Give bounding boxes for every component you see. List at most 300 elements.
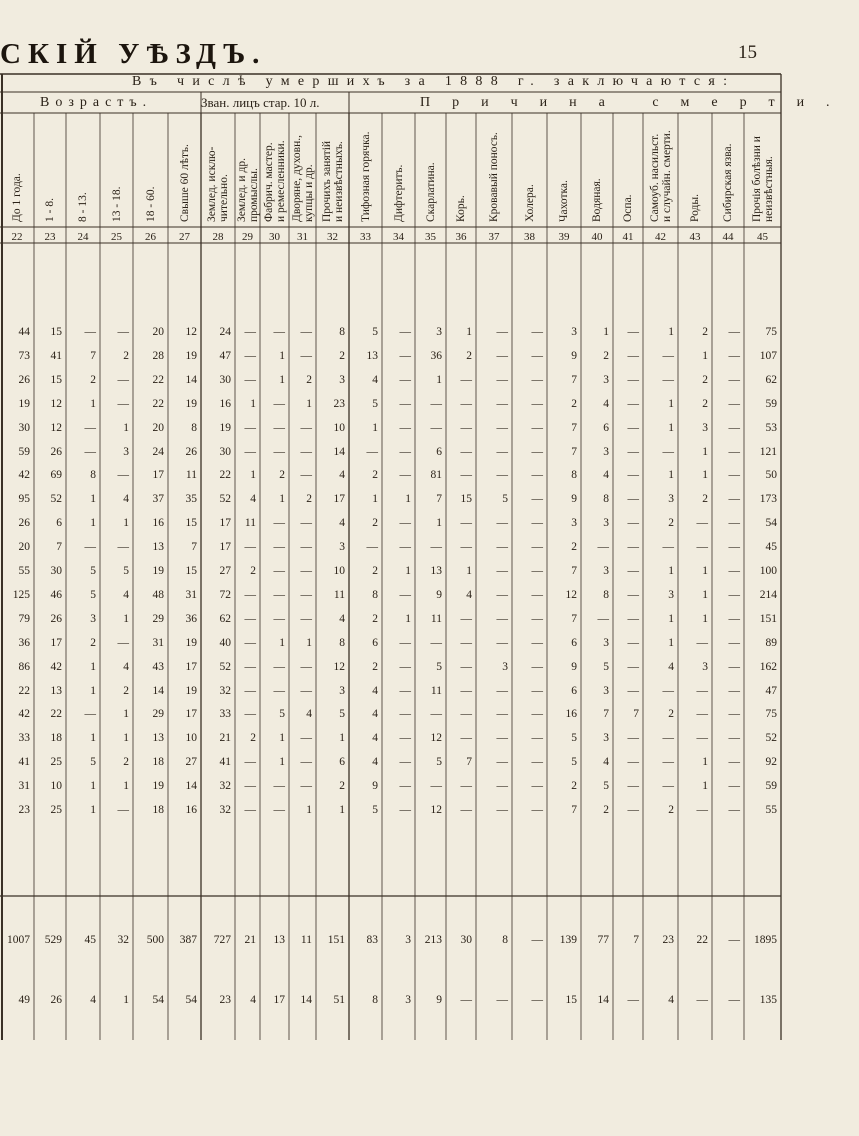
table-cell: 5 — [90, 565, 96, 577]
total-cell: 1 — [123, 994, 129, 1006]
table-cell: 5 — [123, 565, 129, 577]
table-cell: 4 — [339, 517, 345, 530]
table-cell: — — [300, 565, 312, 577]
table-cell: 62 — [765, 373, 777, 386]
table-cell: 4 — [372, 756, 378, 769]
table-cell: 52 — [765, 732, 777, 745]
table-cell: — — [300, 445, 312, 458]
table-cell: 1 — [372, 493, 378, 506]
table-cell: 19 — [219, 421, 231, 434]
table-cell: 52 — [219, 660, 231, 673]
table-cell: 5 — [279, 708, 285, 721]
table-cell: — — [662, 349, 674, 362]
total-cell: 23 — [219, 994, 231, 1006]
table-cell: 1 — [436, 373, 442, 386]
table-cell: 42 — [18, 708, 30, 721]
table-cell: 37 — [152, 493, 164, 506]
table-cell: 5 — [372, 804, 378, 816]
column-header — [111, 187, 123, 222]
total-cell: 45 — [84, 934, 96, 946]
table-cell: 69 — [50, 469, 62, 482]
table-cell: — — [728, 373, 740, 386]
table-cell: 25 — [50, 756, 62, 769]
total-cell: 32 — [117, 934, 129, 946]
table-cell: — — [300, 349, 312, 362]
table-cell: — — [300, 469, 312, 482]
table-cell: 2 — [466, 349, 472, 362]
table-cell: 4 — [603, 469, 609, 482]
column-number: 34 — [393, 231, 404, 243]
column-label: Скарлатина. — [424, 162, 437, 222]
total-cell: 49 — [18, 994, 30, 1006]
table-cell: 2 — [123, 349, 129, 362]
table-cell: 1 — [90, 660, 96, 673]
table-cell: 4 — [123, 493, 129, 506]
table-cell: 4 — [123, 588, 129, 601]
table-cell: 2 — [702, 397, 708, 410]
table-cell: — — [273, 804, 285, 816]
table-cell: — — [627, 445, 639, 458]
table-cell: 1 — [702, 565, 708, 577]
table-cell: — — [460, 397, 472, 410]
table-cell: — — [244, 660, 256, 673]
table-cell: — — [496, 565, 508, 577]
table-cell: 1 — [123, 708, 129, 721]
table-cell: — — [531, 636, 543, 649]
table-cell: 2 — [702, 373, 708, 386]
table-cell: 6 — [339, 756, 345, 769]
table-cell: — — [531, 541, 543, 554]
table-cell: — — [728, 493, 740, 506]
column-label: Землед. исклю- — [206, 146, 218, 222]
table-cell: — — [273, 445, 285, 458]
table-cell: — — [460, 684, 472, 697]
table-cell: — — [627, 732, 639, 745]
table-cell: — — [627, 397, 639, 410]
table-cell: 8 — [603, 493, 609, 506]
table-cell: 2 — [372, 612, 378, 625]
table-cell: 32 — [219, 804, 231, 816]
table-cell: 42 — [18, 469, 30, 482]
table-cell: — — [627, 373, 639, 386]
table-cell: 1 — [123, 517, 129, 530]
table-cell: 41 — [18, 756, 30, 769]
table-cell: 1 — [702, 612, 708, 625]
table-cell: 75 — [765, 326, 777, 338]
table-cell: 59 — [765, 780, 777, 793]
table-cell: — — [460, 732, 472, 745]
table-cell: 31 — [185, 588, 197, 601]
table-cell: — — [597, 612, 609, 625]
table-cell: 19 — [185, 684, 197, 697]
table-cell: 15 — [460, 493, 472, 506]
table-cell: — — [399, 732, 411, 745]
table-cell: 6 — [372, 636, 378, 649]
table-cell: 7 — [633, 708, 639, 721]
column-number: 22 — [11, 231, 23, 243]
table-cell: 3 — [502, 660, 508, 673]
table-cell: 59 — [765, 397, 777, 410]
table-cell: 9 — [571, 660, 577, 673]
column-header — [488, 132, 500, 222]
table-cell: 17 — [185, 708, 197, 721]
table-cell: 1 — [466, 565, 472, 577]
table-cell: — — [244, 708, 256, 721]
column-header — [558, 180, 570, 222]
table-cell: — — [662, 373, 674, 386]
table-cell: — — [728, 565, 740, 577]
table-cell: 5 — [571, 756, 577, 769]
table-cell: — — [300, 421, 312, 434]
total-cell: 213 — [424, 934, 442, 946]
column-number: 40 — [591, 231, 603, 243]
table-cell: — — [627, 421, 639, 434]
column-header — [393, 165, 405, 222]
table-cell: 1 — [279, 493, 285, 506]
column-number: 28 — [212, 231, 224, 243]
table-cell: — — [273, 684, 285, 697]
table-cell: — — [117, 804, 129, 816]
table-cell: 5 — [436, 756, 442, 769]
table-cell: — — [273, 517, 285, 530]
column-number: 38 — [524, 231, 535, 243]
table-cell: 4 — [123, 660, 129, 673]
column-label: Роды. — [689, 194, 701, 222]
table-cell: — — [696, 636, 708, 649]
column-label: купцы и др. — [302, 164, 315, 222]
table-cell: 4 — [306, 708, 312, 721]
table-cell: 20 — [152, 326, 164, 338]
table-cell: 2 — [339, 780, 345, 793]
table-cell: — — [696, 708, 708, 721]
table-cell: 7 — [571, 804, 577, 816]
column-label: Прочія болѣзни и — [750, 136, 763, 222]
table-cell: 4 — [339, 612, 345, 625]
table-cell: — — [696, 684, 708, 697]
table-cell: 6 — [603, 421, 609, 434]
table-cell: — — [728, 588, 740, 601]
total-cell: 22 — [696, 934, 708, 946]
table-cell: 19 — [185, 349, 197, 362]
column-header — [291, 135, 315, 222]
table-cell: 92 — [765, 756, 777, 769]
table-cell: — — [728, 326, 740, 338]
table-cell: 1 — [339, 732, 345, 745]
column-number: 31 — [297, 231, 308, 243]
table-cell: — — [244, 541, 256, 554]
table-cell: — — [662, 684, 674, 697]
table-cell: — — [627, 469, 639, 482]
column-header — [360, 132, 372, 222]
table-cell: 173 — [759, 493, 777, 506]
table-cell: — — [496, 684, 508, 697]
total-cell: — — [627, 994, 639, 1006]
table-cell: — — [728, 612, 740, 625]
table-cell: 19 — [152, 780, 164, 793]
table-cell: 23 — [333, 397, 345, 410]
table-cell: 7 — [571, 445, 577, 458]
table-cell: 3 — [571, 326, 577, 338]
table-cell: — — [496, 636, 508, 649]
table-cell: 1 — [306, 397, 312, 410]
column-number: 44 — [722, 231, 734, 243]
table-cell: 22 — [50, 708, 62, 721]
table-cell: 8 — [339, 326, 345, 338]
table-cell: — — [460, 708, 472, 721]
column-label: Тифозная горячка. — [359, 131, 372, 222]
table-cell: 8 — [90, 469, 96, 482]
total-cell: 77 — [597, 934, 609, 946]
total-cell: 151 — [327, 934, 345, 946]
total-cell: — — [696, 994, 708, 1006]
table-cell: — — [117, 541, 129, 554]
table-cell: 2 — [306, 493, 312, 506]
table-cell: — — [399, 588, 411, 601]
table-cell: 3 — [571, 517, 577, 530]
column-number: 32 — [327, 231, 338, 243]
table-cell: 2 — [668, 517, 674, 530]
column-label: и случайн. смерти. — [660, 130, 673, 222]
table-cell: 30 — [219, 373, 231, 386]
table-cell: — — [273, 421, 285, 434]
table-cell: 3 — [603, 373, 609, 386]
table-cell: — — [399, 517, 411, 530]
table-cell: — — [399, 708, 411, 721]
table-cell: 11 — [430, 612, 442, 625]
table-cell: — — [496, 612, 508, 625]
table-cell: 17 — [152, 469, 164, 482]
total-cell: 51 — [333, 994, 345, 1006]
table-cell: — — [460, 517, 472, 530]
table-cell: 20 — [152, 421, 164, 434]
table-cell: 1 — [90, 780, 96, 793]
table-cell: 6 — [436, 445, 442, 458]
table-cell: — — [273, 780, 285, 793]
table-cell: — — [728, 445, 740, 458]
table-cell: 19 — [18, 397, 30, 410]
table-cell: — — [460, 421, 472, 434]
total-cell: 9 — [436, 994, 442, 1006]
table-cell: — — [531, 421, 543, 434]
table-cell: — — [496, 373, 508, 386]
table-cell: — — [627, 493, 639, 506]
table-cell: — — [300, 732, 312, 745]
table-cell: — — [460, 660, 472, 673]
total-cell: — — [531, 994, 543, 1006]
table-cell: — — [531, 445, 543, 458]
table-cell: 30 — [50, 565, 62, 577]
total-cell: 387 — [179, 934, 197, 946]
table-cell: — — [728, 517, 740, 530]
table-cell: 4 — [668, 660, 674, 673]
total-cell: 11 — [300, 934, 312, 946]
table-cell: — — [496, 445, 508, 458]
table-cell: 52 — [50, 493, 62, 506]
column-header — [145, 187, 157, 222]
column-number: 33 — [360, 231, 371, 243]
table-cell: — — [273, 612, 285, 625]
total-cell: 8 — [372, 994, 378, 1006]
table-cell: — — [273, 565, 285, 577]
table-cell: 28 — [152, 349, 164, 362]
table-cell: — — [662, 756, 674, 769]
column-label: До 1 года. — [11, 173, 23, 222]
total-cell: 4 — [668, 994, 674, 1006]
table-cell: 2 — [702, 493, 708, 506]
total-cell: 30 — [460, 934, 472, 946]
column-label: Холера. — [523, 184, 536, 222]
column-label: Землед. и др. — [235, 158, 248, 222]
table-cell: 19 — [185, 636, 197, 649]
table-cell: — — [460, 373, 472, 386]
table-cell: 55 — [765, 804, 777, 816]
table-cell: — — [627, 756, 639, 769]
table-cell: 7 — [571, 421, 577, 434]
table-cell: — — [696, 804, 708, 816]
table-cell: 26 — [50, 445, 62, 458]
table-cell: 55 — [18, 565, 30, 577]
table-cell: — — [696, 517, 708, 530]
total-cell: 21 — [244, 934, 256, 946]
table-cell: 27 — [219, 565, 231, 577]
table-cell: — — [273, 326, 285, 338]
group-age-label: Возрастъ. — [40, 95, 153, 110]
table-cell: — — [531, 469, 543, 482]
table-cell: 3 — [668, 493, 674, 506]
page-number: 15 — [738, 42, 757, 63]
table-cell: 26 — [18, 517, 30, 530]
table-cell: — — [399, 445, 411, 458]
table-cell: 15 — [185, 565, 197, 577]
table-cell: 1 — [123, 612, 129, 625]
table-cell: 1 — [90, 804, 96, 816]
table-cell: 5 — [90, 588, 96, 601]
total-cell: 1895 — [754, 934, 777, 946]
table-cell: 5 — [90, 756, 96, 769]
table-cell: 45 — [765, 541, 777, 554]
table-cell: 4 — [603, 397, 609, 410]
table-cell: 17 — [50, 636, 62, 649]
table-cell: 1 — [668, 326, 674, 338]
table-cell: — — [430, 421, 442, 434]
column-label: промыслы. — [247, 168, 260, 222]
table-cell: — — [627, 636, 639, 649]
table-cell: 54 — [765, 517, 777, 530]
table-cell: 3 — [123, 445, 129, 458]
table-cell: 11 — [333, 588, 345, 601]
table-cell: — — [728, 804, 740, 816]
table-cell: 16 — [152, 517, 164, 530]
table-cell: — — [366, 541, 378, 554]
table-cell: 7 — [191, 541, 197, 554]
table-cell: 7 — [603, 708, 609, 721]
table-cell: 33 — [18, 732, 30, 745]
table-cell: — — [460, 445, 472, 458]
table-cell: — — [460, 541, 472, 554]
total-cell: — — [496, 994, 508, 1006]
table-cell: 9 — [372, 780, 378, 793]
table-cell: — — [496, 326, 508, 338]
column-label: Оспа. — [622, 194, 634, 222]
table-cell: — — [300, 541, 312, 554]
table-cell: — — [627, 349, 639, 362]
table-cell: — — [696, 732, 708, 745]
column-header — [179, 144, 191, 222]
table-cell: 6 — [571, 684, 577, 697]
total-cell: 135 — [759, 994, 777, 1006]
table-cell: — — [531, 326, 543, 338]
column-number: 29 — [242, 231, 253, 243]
column-number: 27 — [179, 231, 190, 243]
table-cell: — — [460, 469, 472, 482]
table-cell: 18 — [152, 756, 164, 769]
column-number: 25 — [111, 231, 122, 243]
table-cell: 3 — [702, 421, 708, 434]
table-cell: 10 — [185, 732, 197, 745]
table-cell: — — [399, 636, 411, 649]
table-cell: — — [662, 732, 674, 745]
table-cell: 2 — [372, 565, 378, 577]
table-cell: 1 — [339, 804, 345, 816]
table-cell: — — [627, 684, 639, 697]
table-cell: 41 — [50, 349, 62, 362]
table-cell: — — [84, 541, 96, 554]
table-cell: 30 — [219, 445, 231, 458]
total-cell: — — [460, 994, 472, 1006]
column-header — [622, 194, 634, 222]
table-cell: — — [244, 588, 256, 601]
table-cell: — — [84, 421, 96, 434]
table-cell: — — [460, 636, 472, 649]
table-cell: 26 — [18, 373, 30, 386]
table-cell: 20 — [18, 541, 30, 554]
column-label: 8 - 13. — [77, 192, 89, 222]
total-cell: 1007 — [7, 934, 30, 946]
table-cell: 36 — [185, 612, 197, 625]
table-cell: — — [496, 780, 508, 793]
total-cell: — — [728, 934, 740, 946]
table-cell: 7 — [571, 373, 577, 386]
table-cell: — — [244, 445, 256, 458]
table-cell: — — [531, 684, 543, 697]
table-cell: 1 — [668, 636, 674, 649]
column-number: 37 — [488, 231, 500, 243]
table-cell: 2 — [372, 660, 378, 673]
table-cell: — — [399, 326, 411, 338]
table-cell: — — [496, 421, 508, 434]
column-header — [425, 162, 437, 222]
table-cell: 3 — [603, 565, 609, 577]
table-cell: 29 — [152, 612, 164, 625]
table-cell: 89 — [765, 636, 777, 649]
table-cell: 9 — [571, 493, 577, 506]
total-cell: 14 — [597, 994, 609, 1006]
table-cell: 1 — [668, 397, 674, 410]
table-cell: 1 — [466, 326, 472, 338]
table-cell: 2 — [90, 373, 96, 386]
column-label: Дворяне, духовн., — [290, 135, 303, 222]
table-cell: — — [627, 541, 639, 554]
group-causes-label: Причина смерти. — [420, 95, 852, 110]
table-cell: — — [244, 326, 256, 338]
table-cell: 1 — [702, 588, 708, 601]
table-cell: 86 — [18, 660, 30, 673]
total-cell: 83 — [366, 934, 378, 946]
table-cell: — — [728, 780, 740, 793]
table-cell: — — [244, 804, 256, 816]
table-cell: 13 — [152, 541, 164, 554]
table-cell: — — [244, 636, 256, 649]
